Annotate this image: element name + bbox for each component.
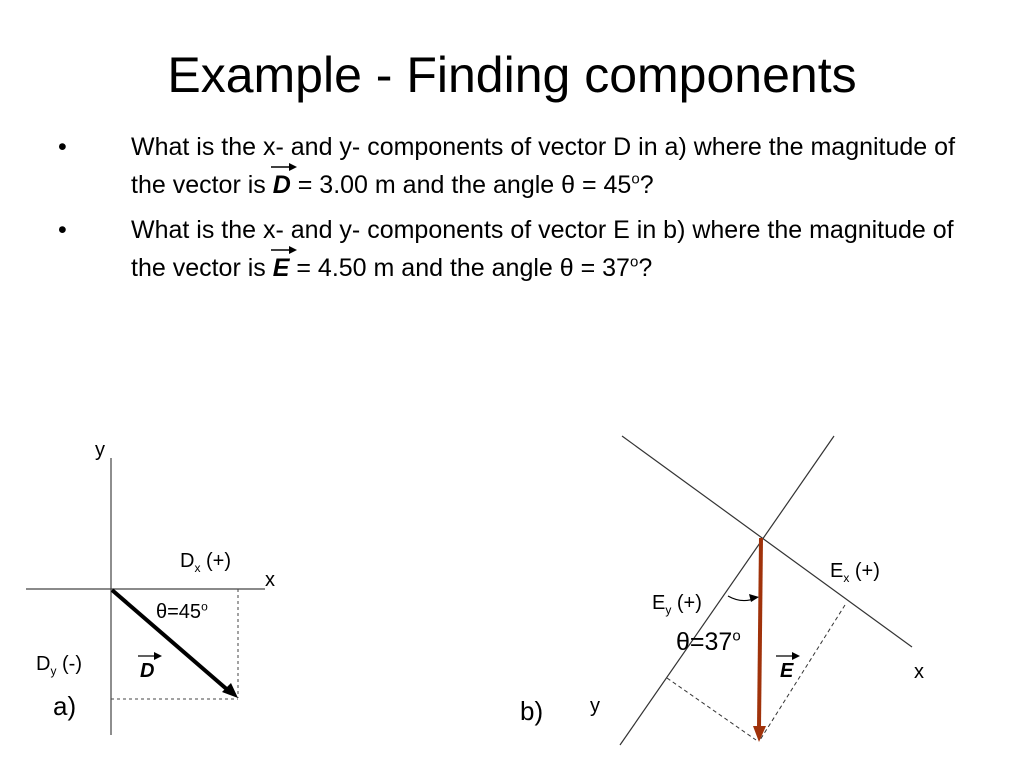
diagram-b-vector-label: E bbox=[780, 660, 793, 682]
vector-e-letter: E bbox=[272, 254, 290, 282]
panel-b-label: b) bbox=[520, 696, 544, 726]
diagram-a-x-label: x bbox=[265, 569, 275, 591]
diagram-a-vector-label: D bbox=[140, 660, 154, 682]
question-a-text-start: What is the x- and y- components of vector D in a) where the magnitude of the vector is bbox=[131, 133, 956, 199]
degree-sup: o bbox=[629, 253, 639, 271]
diagram-a-y-label: y bbox=[95, 439, 105, 461]
dy-label: $D_y$ (-) bbox=[36, 653, 82, 678]
diagram-b-y-axis bbox=[620, 436, 834, 745]
vector-arrow-icon bbox=[776, 652, 800, 660]
bullet-marker: • bbox=[58, 216, 67, 244]
question-a-text-middle: = 3.00 m and the angle θ = 45 bbox=[290, 171, 632, 199]
degree-sup: o bbox=[631, 170, 640, 188]
ex-label: $E_x$ (+) bbox=[830, 560, 880, 585]
angle-arc-arrowhead bbox=[749, 594, 759, 602]
bullet-marker: • bbox=[58, 133, 67, 161]
diagram-b bbox=[620, 436, 912, 745]
question-b-text-end: ? bbox=[638, 254, 653, 282]
dx-label: $D_x$ (+) bbox=[180, 550, 232, 575]
diagram-a-angle-label: $\theta=45^o$ bbox=[156, 599, 208, 623]
question-b-text-middle: = 4.50 m and the angle θ = 37 bbox=[289, 254, 630, 282]
diagram-b-x-label: x bbox=[914, 661, 924, 683]
question-b-text-start: What is the x- and y- components of vector E in b) where the magnitude of the vector is bbox=[131, 216, 954, 282]
slide-title: Example - Finding components bbox=[167, 47, 857, 103]
vector-arrow-icon bbox=[138, 652, 162, 660]
vector-d-letter: D bbox=[272, 171, 291, 199]
panel-a-label: a) bbox=[53, 691, 77, 721]
vector-e-line bbox=[759, 538, 761, 728]
diagram-b-dashed-right bbox=[760, 605, 845, 740]
diagram-b-y-label: y bbox=[590, 695, 600, 717]
question-a-text-end: ? bbox=[639, 171, 654, 199]
ey-label: $E_y$ (+) bbox=[652, 592, 702, 617]
diagram-b-dashed-left bbox=[667, 678, 756, 740]
diagram-b-angle-label: $\theta=37^o$ bbox=[676, 627, 741, 656]
